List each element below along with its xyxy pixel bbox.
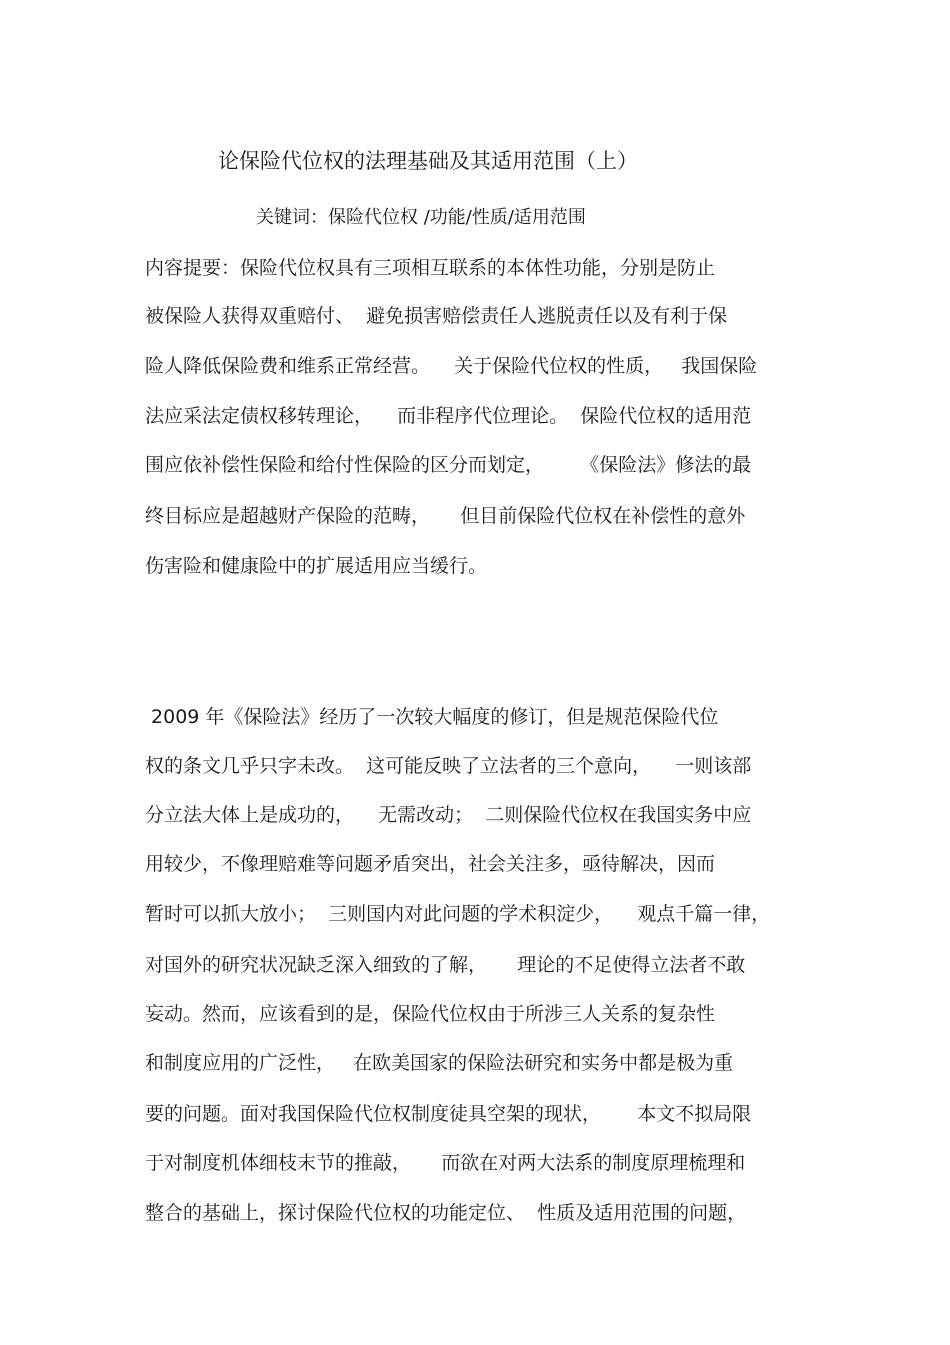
abstract-line: 伤害险和健康险中的扩展适用应当缓行。 (145, 555, 488, 577)
body-line: 要的问题。面对我国保险代位权制度徒具空架的现状， 本文不拟局限 (145, 1103, 752, 1125)
abstract-line: 险人降低保险费和维系正常经营。 关于保险代位权的性质， 我国保险 (145, 355, 758, 377)
body-line: 于对制度机体细枝末节的推敲， 而欲在对两大法系的制度原理梳理和 (145, 1152, 746, 1174)
keywords-line: 关键词：保险代位权 /功能/性质/适用范围 (256, 207, 586, 228)
body-line: 2009 年《保险法》经历了一次较大幅度的修订，但是规范保险代位 (145, 706, 719, 728)
body-line: 对国外的研究状况缺乏深入细致的了解， 理论的不足使得立法者不敢 (145, 954, 746, 976)
body-line: 权的条文几乎只字未改。 这可能反映了立法者的三个意向， 一则该部 (145, 755, 752, 777)
document-title: 论保险代位权的法理基础及其适用范围（上） (218, 149, 638, 173)
abstract-line: 法应采法定债权移转理论， 而非程序代位理论。 保险代位权的适用范 (145, 405, 752, 427)
abstract-line: 被保险人获得双重赔付、 避免损害赔偿责任人逃脱责任以及有利于保 (145, 305, 728, 327)
abstract-line: 终目标应是超越财产保险的范畴， 但目前保险代位权在补偿性的意外 (145, 505, 746, 527)
abstract-line: 内容提要：保险代位权具有三项相互联系的本体性功能，分别是防止 (145, 257, 716, 279)
abstract-line: 围应依补偿性保险和给付性保险的区分而划定， 《保险法》修法的最 (145, 454, 752, 476)
body-line: 整合的基础上，探讨保险代位权的功能定位、 性质及适用范围的问题， (145, 1202, 747, 1224)
body-line: 用较少，不像理赔难等问题矛盾突出，社会关注多，亟待解决，因而 (145, 853, 716, 875)
body-line: 和制度应用的广泛性， 在欧美国家的保险法研究和实务中都是极为重 (145, 1052, 734, 1074)
body-line: 妄动。然而，应该看到的是，保险代位权由于所涉三人关系的复杂性 (145, 1003, 716, 1025)
body-line: 暂时可以抓大放小； 三则国内对此问题的学术积淀少， 观点千篇一律， (145, 903, 771, 925)
body-line: 分立法大体上是成功的， 无需改动； 二则保险代位权在我国实务中应 (145, 804, 752, 826)
